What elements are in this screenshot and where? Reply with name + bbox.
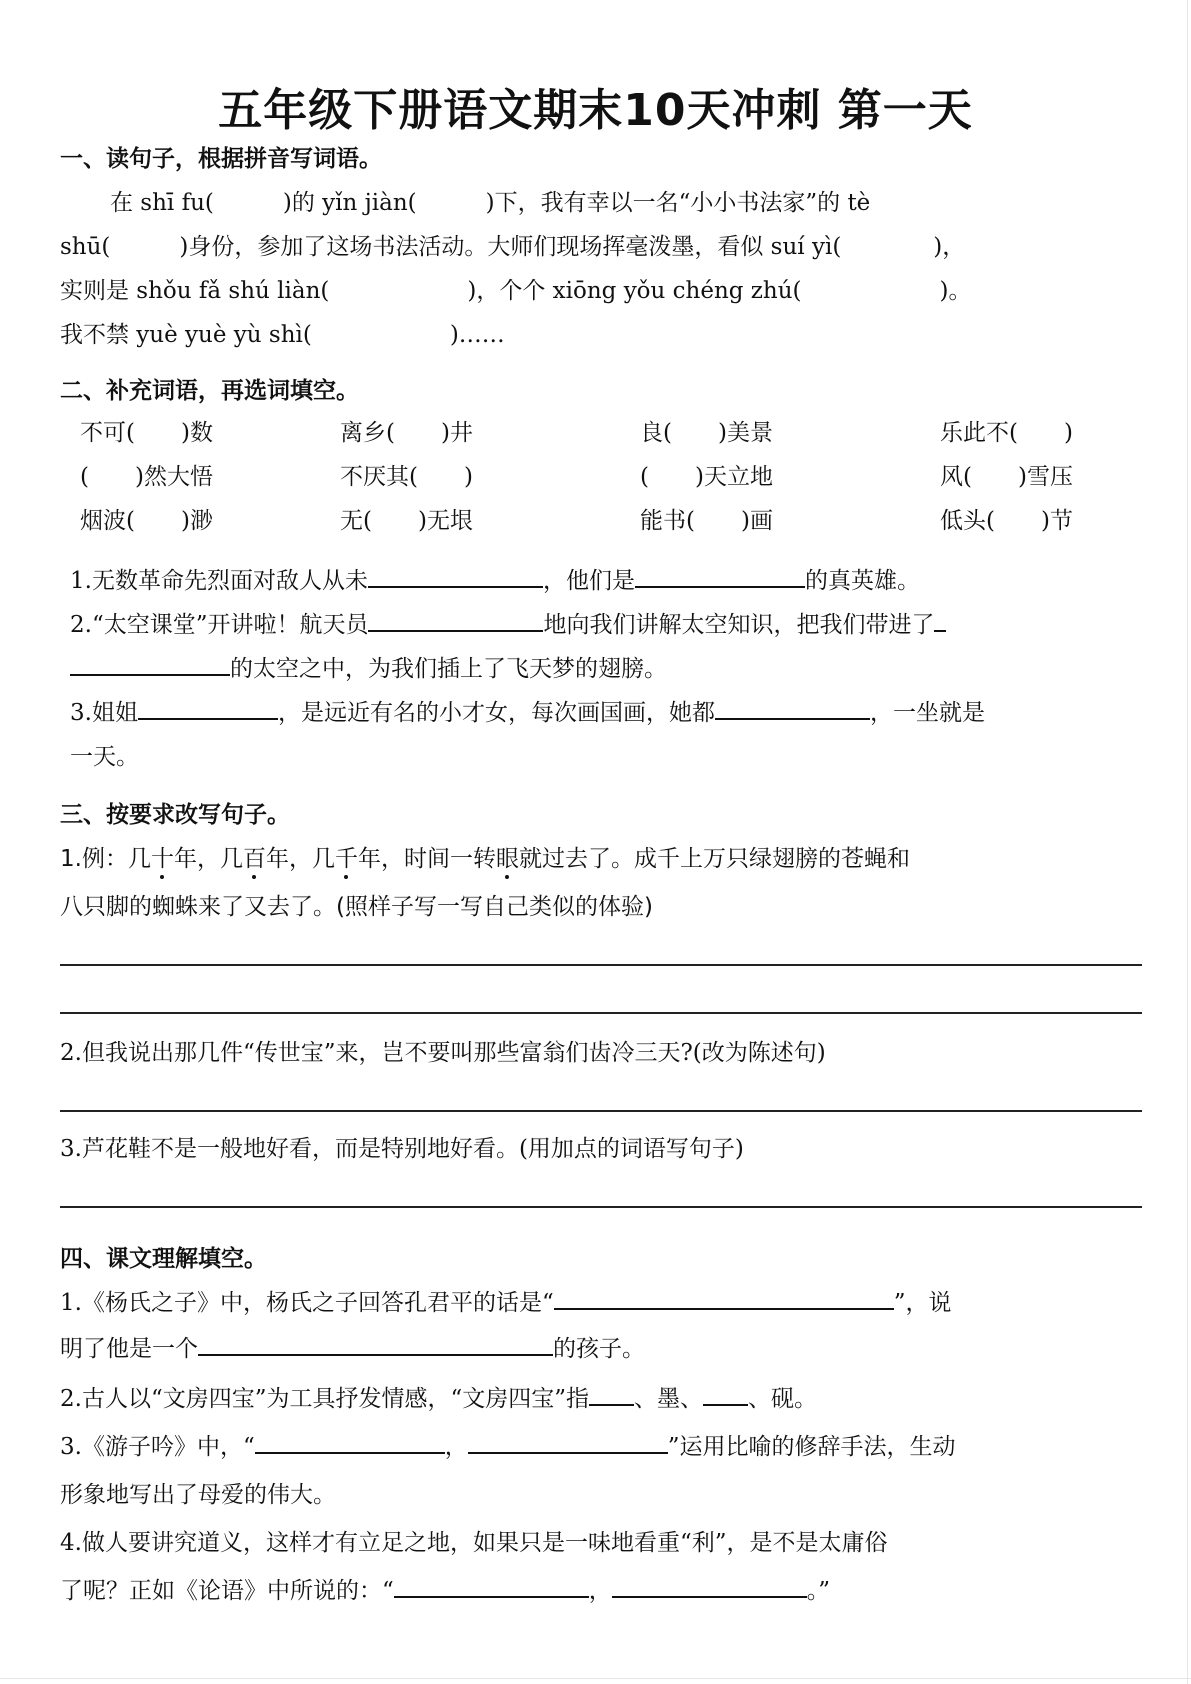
- page-edge: [1187, 0, 1188, 1684]
- section1-line-4: 我不禁 yuè yuè yù shì( )……: [60, 322, 505, 348]
- answer-blank[interactable]: [255, 1430, 445, 1454]
- word-fill-item[interactable]: 不可( )数: [80, 420, 213, 446]
- word-fill-item[interactable]: 良( )美景: [640, 420, 773, 446]
- section3-example: 1.例：几十年，几百年，几千年，时间一转眼就过去了。成千上万只绿翅膀的苍蝇和: [60, 846, 910, 872]
- pinyin-text: 在 shī fu( )的 yǐn jiàn( )下，我有幸以一名“小小书法家”的 tè: [110, 190, 871, 216]
- answer-blank[interactable]: [703, 1382, 748, 1406]
- section4-question-1-cont: 明了他是一个 的孩子。: [60, 1330, 645, 1363]
- section4-question-4-cont: 了呢？正如《论语》中所说的：“ ， 。”: [60, 1572, 830, 1605]
- section2-question-3: 3.姐姐 ，是远近有名的小才女，每次画国画，她都 ，一坐就是: [70, 694, 985, 727]
- section3-question-3: 3.芦花鞋不是一般地好看，而是特别地好看。(用加点的词语写句子): [60, 1136, 744, 1162]
- section4-question-3-cont: 形象地写出了母爱的伟大。: [60, 1482, 336, 1508]
- answer-blank[interactable]: [198, 1332, 553, 1356]
- answer-blank[interactable]: [368, 608, 543, 632]
- answer-blank[interactable]: [934, 608, 946, 632]
- section1-line-1: [60, 184, 870, 217]
- section2-question-1: 1.无数革命先烈面对敌人从未 ，他们是 的真英雄。: [70, 562, 920, 595]
- answer-blank[interactable]: [612, 1574, 807, 1598]
- answer-blank[interactable]: [635, 564, 805, 588]
- section4-question-1: 1.《杨氏之子》中，杨氏之子回答孔君平的话是“ ”，说: [60, 1284, 951, 1317]
- answer-blank[interactable]: [70, 652, 230, 676]
- page-title: 五年级下册语文期末10天冲刺 第一天: [218, 85, 973, 136]
- answer-line[interactable]: [60, 1012, 1142, 1014]
- word-fill-item[interactable]: ( )天立地: [640, 464, 773, 490]
- answer-line[interactable]: [60, 1110, 1142, 1112]
- section2-heading: 二、补充词语，再选词填空。: [60, 378, 359, 404]
- answer-blank[interactable]: [554, 1286, 894, 1310]
- answer-blank[interactable]: [589, 1382, 634, 1406]
- word-fill-item[interactable]: 能书( )画: [640, 508, 773, 534]
- section4-question-3: 3.《游子吟》中，“ ， ”运用比喻的修辞手法，生动: [60, 1428, 955, 1461]
- section2-question-2-cont: 的太空之中，为我们插上了飞天梦的翅膀。: [70, 650, 667, 683]
- word-fill-item[interactable]: 低头( )节: [940, 508, 1073, 534]
- section3-question-2: 2.但我说出那几件“传世宝”来，岂不要叫那些富翁们齿冷三天?(改为陈述句): [60, 1040, 826, 1066]
- section1-heading: 一、读句子，根据拼音写词语。: [60, 146, 382, 172]
- section1-line-2: shū( )身份，参加了这场书法活动。大师们现场挥毫泼墨，看似 suí yì( )，: [60, 234, 966, 260]
- dotted-phrase: 几十年: [127, 846, 197, 872]
- word-fill-item[interactable]: 乐此不( ): [940, 420, 1073, 446]
- section4-heading: 四、课文理解填空。: [60, 1246, 267, 1272]
- word-fill-item[interactable]: 烟波( )渺: [80, 508, 213, 534]
- section2-question-3-cont: 一天。: [70, 744, 139, 770]
- word-fill-item[interactable]: 风( )雪压: [940, 464, 1073, 490]
- answer-blank[interactable]: [138, 696, 278, 720]
- word-fill-item[interactable]: 无( )无垠: [340, 508, 473, 534]
- page-bottom-edge: [0, 1678, 1191, 1679]
- word-fill-item[interactable]: ( )然大悟: [80, 464, 213, 490]
- answer-line[interactable]: [60, 1206, 1142, 1208]
- answer-line[interactable]: [60, 964, 1142, 966]
- dotted-phrase: 几千年: [311, 846, 381, 872]
- word-fill-item[interactable]: 不厌其( ): [340, 464, 473, 490]
- answer-blank[interactable]: [715, 696, 870, 720]
- section2-question-2: 2.“太空课堂”开讲啦！航天员 地向我们讲解太空知识，把我们带进了: [70, 606, 946, 639]
- section3-heading: 三、按要求改写句子。: [60, 802, 290, 828]
- answer-blank[interactable]: [368, 564, 543, 588]
- answer-blank[interactable]: [468, 1430, 668, 1454]
- section3-example-cont: 八只脚的蜘蛛来了又去了。(照样子写一写自己类似的体验): [60, 894, 653, 920]
- section4-question-2: 2.古人以“文房四宝”为工具抒发情感，“文房四宝”指 、墨、 、砚。: [60, 1380, 817, 1413]
- dotted-phrase: 几百年: [219, 846, 289, 872]
- section4-question-4: 4.做人要讲究道义，这样才有立足之地，如果只是一味地看重“利”，是不是太庸俗: [60, 1530, 888, 1556]
- answer-blank[interactable]: [394, 1574, 589, 1598]
- dotted-phrase: 时间一转眼就过去了: [403, 846, 611, 872]
- word-fill-item[interactable]: 离乡( )井: [340, 420, 473, 446]
- section1-line-3: 实则是 shǒu fǎ shú liàn( )，个个 xiōng yǒu chéng zhú( )。: [60, 278, 972, 304]
